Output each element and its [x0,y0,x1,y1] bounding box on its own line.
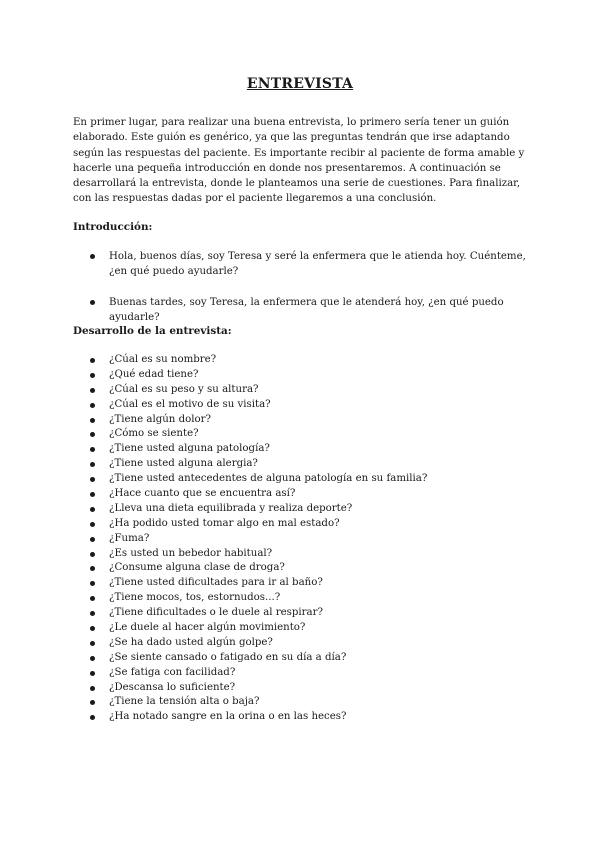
question-text: ¿Se fatiga con facilidad? [109,666,236,678]
bullet-icon [90,686,95,691]
list-item [73,383,535,398]
list-item [73,681,535,696]
bullet-icon [90,373,95,378]
bullet-icon [90,700,95,705]
list-item [73,487,535,502]
question-text: ¿Ha notado sangre en la orina o en las heces? [109,711,347,723]
question-text: ¿Tiene la tensión alta o baja? [109,696,260,708]
bullet-icon [90,522,95,527]
list-item [73,457,535,472]
introduccion-list-2 [73,295,535,326]
list-item [73,591,535,606]
bullet-icon [90,656,95,661]
questions-list [73,353,535,725]
list-item [73,295,535,326]
list-item [73,427,535,442]
bullet-icon [90,254,95,259]
question-text: ¿Lleva una dieta equilibrada y realiza deporte? [109,502,353,514]
list-item [73,517,535,532]
bullet-icon [90,581,95,586]
introduccion-heading: Introducción: [73,221,153,233]
list-item [73,666,535,681]
question-text: ¿Consume alguna clase de droga? [109,562,285,574]
question-text: ¿Se siente cansado o fatigado en su día a día? [109,651,347,663]
page-title: ENTREVISTA [246,76,354,92]
question-text: ¿Cúal es su nombre? [109,354,217,365]
question-text: ¿Tiene usted alguna patología? [109,443,270,455]
bullet-icon [90,566,95,571]
list-item [73,576,535,591]
question-text: ¿Tiene usted antecedentes de alguna patología en su familia? [109,473,428,485]
list-item [73,532,535,547]
bullet-icon [90,596,95,601]
question-text: ¿Tiene usted alguna alergia? [109,458,258,470]
list-item [73,368,535,383]
question-text: ¿Ha podido usted tomar algo en mal estado? [109,517,340,529]
list-item-text: Hola, buenos días, soy Teresa y seré la enfermera que le atienda hoy. Cuénteme, ¿en qué puedo ayudarle? [109,251,526,278]
bullet-icon [90,432,95,437]
list-item [73,621,535,636]
list-item [73,561,535,576]
list-item [73,398,535,413]
list-item [73,606,535,621]
list-item [73,353,535,368]
list-item [73,710,535,725]
question-text: ¿Tiene dificultades o le duele al respirar? [109,607,323,619]
question-text: ¿Tiene usted dificultades para ir al baño? [109,577,323,589]
bullet-icon [90,358,95,363]
bullet-icon [90,537,95,542]
list-item [73,472,535,487]
question-text: ¿Tiene algún dolor? [109,413,211,425]
list-item [73,695,535,710]
bullet-icon [90,388,95,393]
bullet-icon [90,611,95,616]
bullet-icon [90,418,95,423]
bullet-icon [90,300,95,305]
list-item [73,442,535,457]
bullet-icon [90,462,95,467]
question-text: ¿Hace cuanto que se encuentra así? [109,488,296,500]
list-item [73,651,535,666]
list-item [73,547,535,562]
question-text: ¿Cúal es el motivo de su visita? [109,398,271,410]
question-text: ¿Le duele al hacer algún movimiento? [109,622,306,634]
bullet-icon [90,671,95,676]
question-text: ¿Tiene mocos, tos, estornudos...? [109,592,281,604]
list-item [73,249,535,280]
question-text: ¿Cómo se siente? [109,428,199,440]
desarrollo-heading: Desarrollo de la entrevista: [73,325,232,337]
question-text: ¿Cúal es su peso y su altura? [109,383,259,395]
bullet-icon [90,641,95,646]
question-text: ¿Qué edad tiene? [109,368,199,380]
bullet-icon [90,552,95,557]
list-item [73,502,535,517]
bullet-icon [90,403,95,408]
question-text: ¿Fuma? [109,532,150,544]
intro-paragraph: En primer lugar, para realizar una buena entrevista, lo primero sería tener un guión elaborado. Este guión es genérico, ya que las preguntas tendrán que irse adaptando según las respuestas del paciente. Es importante recibir al paciente de forma amable y hacerle una pequeña introducción en donde nos presentaremos. A continuación se desarrollará la entrevista, donde le planteamos una serie de cuestiones. Para finalizar, con las respuestas dadas por el paciente llegaremos a una conclusión. [73,117,525,205]
question-text: ¿Se ha dado usted algún golpe? [109,636,273,648]
bullet-icon [90,626,95,631]
introduccion-list [73,249,535,280]
bullet-icon [90,507,95,512]
list-item [73,413,535,428]
bullet-icon [90,715,95,720]
bullet-icon [90,492,95,497]
question-text: ¿Descansa lo suficiente? [109,681,236,693]
bullet-icon [90,477,95,482]
bullet-icon [90,447,95,452]
list-item-text: Buenas tardes, soy Teresa, la enfermera que le atenderá hoy, ¿en qué puedo ayudarle? [109,297,504,324]
list-item [73,636,535,651]
question-text: ¿Es usted un bebedor habitual? [109,547,273,559]
